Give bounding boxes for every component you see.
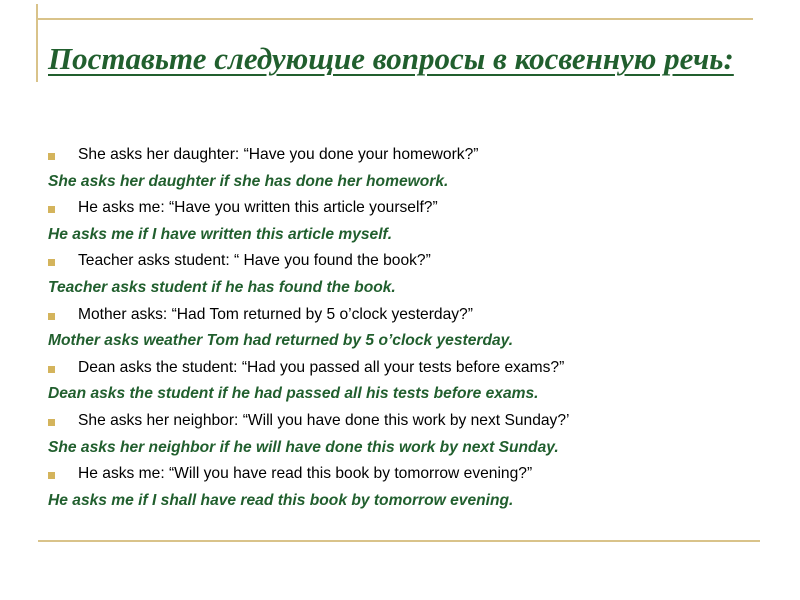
square-bullet-icon <box>48 472 55 479</box>
question-text: He asks me: “Have you written this article yourself?” <box>78 199 438 217</box>
question-line <box>48 461 768 488</box>
question-line <box>48 142 768 169</box>
answer-line: She asks her daughter if she has done her homework. <box>48 172 449 190</box>
question-text: She asks her neighbor: “Will you have done this work by next Sunday?’ <box>78 411 570 429</box>
question-text: Dean asks the student: “Had you passed all your tests before exams?” <box>78 358 565 376</box>
bottom-horizontal-rule <box>38 540 760 542</box>
square-bullet-icon <box>48 153 55 160</box>
square-bullet-icon <box>48 419 55 426</box>
question-line <box>48 355 768 382</box>
square-bullet-icon <box>48 366 55 373</box>
square-bullet-icon <box>48 206 55 213</box>
question-text: He asks me: “Will you have read this book by tomorrow evening?” <box>78 465 533 483</box>
answer-line: She asks her neighbor if he will have done this work by next Sunday. <box>48 438 559 456</box>
question-line <box>48 195 768 222</box>
answer-line: Teacher asks student if he has found the book. <box>48 278 396 296</box>
question-text: Teacher asks student: “ Have you found the book?” <box>78 252 431 270</box>
question-text: She asks her daughter: “Have you done your homework?” <box>78 146 479 163</box>
answer-line: Mother asks weather Tom had returned by 5 o’clock yesterday. <box>48 332 514 350</box>
slide-title: Поставьте следующие вопросы в косвенную речь: <box>48 41 734 76</box>
exercise-list <box>48 142 768 514</box>
question-line <box>48 248 768 275</box>
top-horizontal-rule <box>38 18 753 20</box>
question-line <box>48 408 768 435</box>
top-left-vertical-rule <box>36 4 38 82</box>
square-bullet-icon <box>48 313 55 320</box>
question-line <box>48 302 768 329</box>
question-text: Mother asks: “Had Tom returned by 5 o’clock yesterday?” <box>78 305 473 323</box>
answer-line: He asks me if I have written this article myself. <box>48 225 393 243</box>
answer-line: He asks me if I shall have read this book by tomorrow evening. <box>48 491 514 509</box>
answer-line: Dean asks the student if he had passed all his tests before exams. <box>48 385 539 403</box>
square-bullet-icon <box>48 259 55 266</box>
